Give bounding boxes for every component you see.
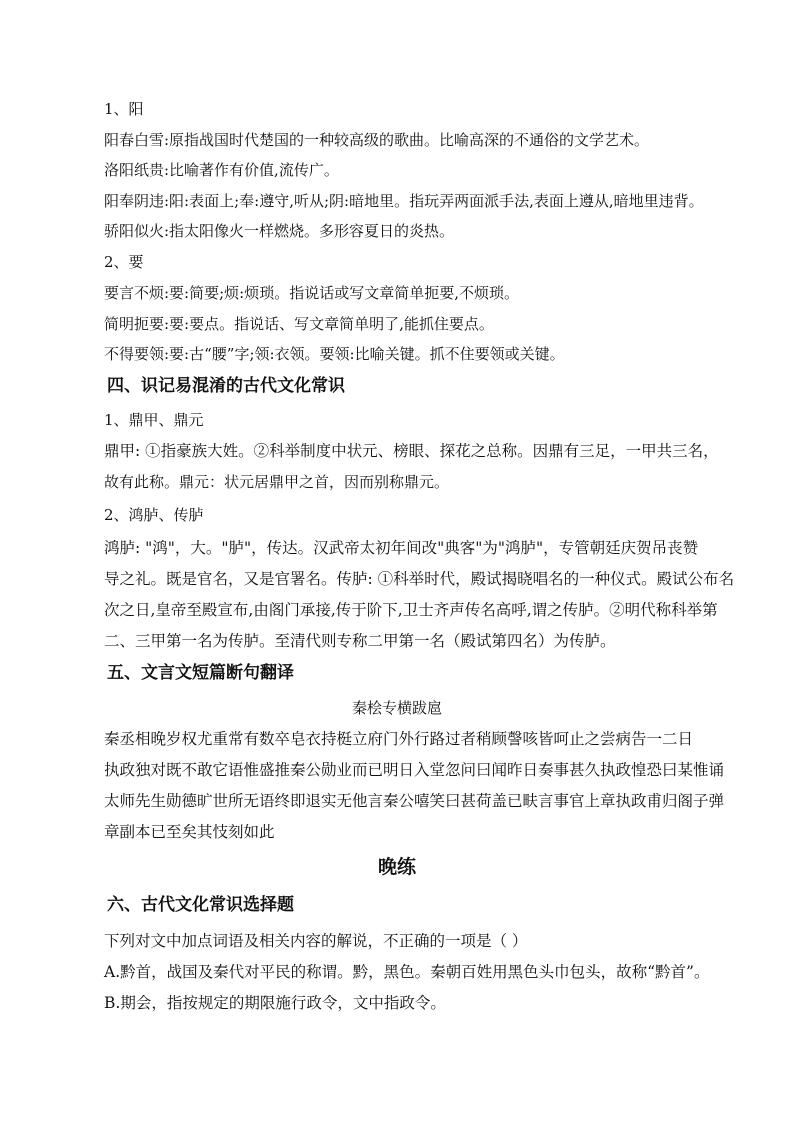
paragraph-line: 二、三甲第一名为传胪。至清代则专称二甲第一名（殿试第四名）为传胪。 — [104, 632, 616, 650]
subheading-honglu: 2、鸿胪、传胪 — [104, 506, 204, 524]
entry-line: 骄阳似火:指太阳像火一样燃烧。多形容夏日的炎热。 — [104, 222, 455, 240]
passage-line: 太师先生勋德旷世所无语终即退实无他言秦公嘻笑曰甚荷盖已畉言事官上章执政甫归阁子弹 — [104, 792, 725, 810]
subheading-dingjia: 1、鼎甲、鼎元 — [104, 411, 204, 429]
paragraph-line: 次之日,皇帝至殿宣布,由阁门承接,传于阶下,卫士齐声传名高呼,谓之传胪。②明代称科举第 — [104, 601, 718, 619]
passage-title: 秦桧专横跋扈 — [351, 699, 442, 717]
section-heading-yao: 2、要 — [104, 253, 144, 271]
part4-heading: 四、识记易混淆的古代文化常识 — [107, 376, 345, 396]
passage-line: 章副本已至矣其忮刻如此 — [104, 823, 275, 841]
section-heading-yang: 1、阳 — [104, 100, 144, 118]
passage-line: 秦丞相晚岁权尤重常有数卒皂衣持梃立府门外行路过者稍顾謦咳皆呵止之尝病告一二日 — [104, 730, 694, 748]
entry-line: 简明扼要:要:要点。指说话、写文章简单明了,能抓住要点。 — [104, 315, 494, 333]
part5-heading: 五、文言文短篇断句翻译 — [107, 663, 294, 683]
option-b: B.期会，指按规定的期限施行政令，文中指政令。 — [104, 994, 446, 1012]
entry-line: 阳奉阴违:阳:表面上;奉:遵守,听从;阴:暗地里。指玩弄两面派手法,表面上遵从,暗地里违背。 — [104, 192, 704, 210]
paragraph-line: 故有此称。鼎元：状元居鼎甲之首，因而别称鼎元。 — [104, 473, 450, 491]
question-text: 下列对文中加点词语及相关内容的解说，不正确的一项是（ ） — [104, 932, 528, 950]
paragraph-line: 鸿胪: "鸿"，大。"胪"，传达。汉武帝太初年间改"典客"为"鸿胪"，专管朝廷庆贺吊丧赞 — [104, 539, 699, 557]
entry-line: 阳春白雪:原指战国时代楚国的一种较高级的歌曲。比喻高深的不通俗的文学艺术。 — [104, 131, 650, 149]
entry-line: 不得要领:要:古“腰”字;领:衣领。要领:比喻关键。抓不住要领或关键。 — [104, 345, 565, 363]
passage-line: 执政独对既不敢它语惟盛推秦公勋业而已明日入堂忽问曰闻昨日奏事甚久执政惶恐曰某惟诵 — [104, 761, 725, 779]
part6-heading: 六、古代文化常识选择题 — [107, 895, 294, 915]
evening-title: 晚练 — [377, 856, 416, 878]
entry-line: 洛阳纸贵:比喻著作有价值,流传广。 — [104, 161, 339, 179]
paragraph-line: 鼎甲: ①指豪族大姓。②科举制度中状元、榜眼、探花之总称。因鼎有三足，一甲共三名， — [104, 442, 719, 460]
entry-line: 要言不烦:要:简要;烦:烦琐。指说话或写文章简单扼要,不烦琐。 — [104, 284, 519, 302]
option-a: A.黔首，战国及秦代对平民的称谓。黔，黑色。秦朝百姓用黑色头巾包头，故称“黔首”。 — [104, 963, 710, 981]
paragraph-line: 导之礼。既是官名，又是官署名。传胪: ①科举时代，殿试揭晓唱名的一种仪式。殿试公布名 — [104, 570, 735, 588]
